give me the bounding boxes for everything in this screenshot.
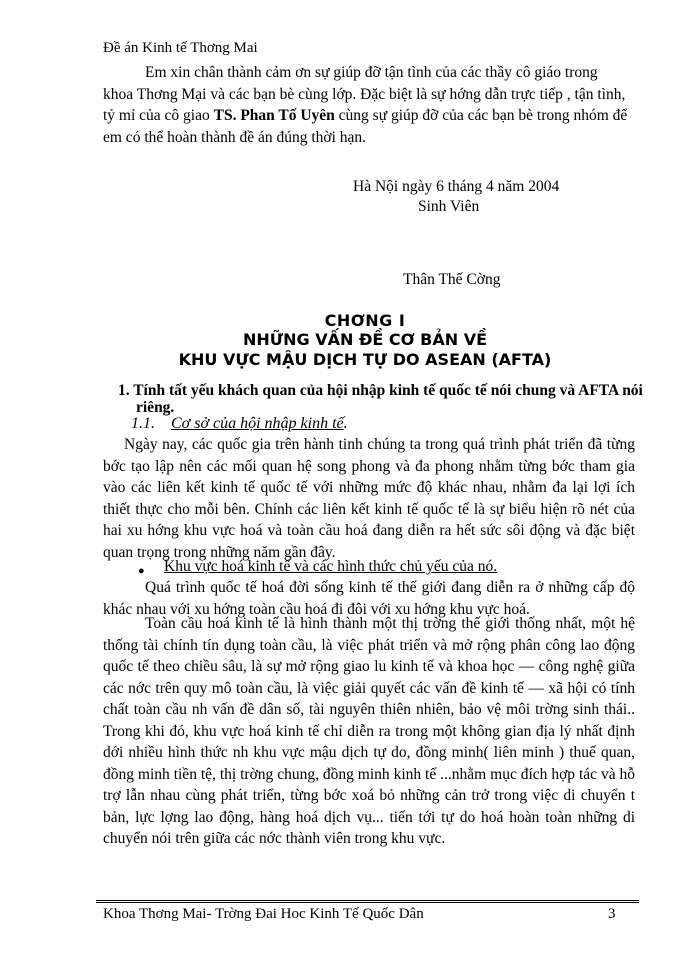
body-paragraph-2: Quá trình quốc tế hoá đời sống kinh tế thế giới đang diễn ra ở những cấp độ khác nhau với xu hớng toàn cầu hoá đi đôi với xu hớng khu vực hoá.: [103, 579, 635, 618]
acknowledgement-text-end: cùng sự giúp đỡ của các bạn bè trong nhóm để em có thể hoàn thành đề án đúng thời hạn.: [103, 107, 628, 146]
signature-role: Sinh Viên: [418, 198, 480, 215]
page-header: Đề án Kinh tế Thơng Mai: [103, 40, 258, 56]
section-1-1-number: 1.1.: [131, 415, 155, 432]
signature-name: Thân Thế Cờng: [403, 271, 501, 288]
section-1-heading: 1. Tính tất yếu khách quan của hội nhập kinh tế quốc tế nói chung và AFTA nói riêng.: [118, 382, 643, 416]
section-1-1-heading: [131, 415, 348, 433]
body-paragraph-1: Ngày nay, các quốc gia trên hành tinh chúng ta trong quá trình phát triển đã từng bớc tạo lập nên các mối quan hệ song phong và đa phong nhằm từng bớc tham gia vào các liên kết kinh tế quốc tế với những mức độ khác nhau, nhằm đa lại lợi ích thiết thực cho mỗi bên. Chính các liên kết kinh tế quốc tế là sự biểu hiện rõ nét của hai xu hớng khu vực hoá và toàn cầu hoá đang diễn ra hết sức sôi động và đặc biệt quan trọng trong những năm gần đây.: [103, 436, 635, 561]
body-paragraph-3: Toàn cầu hoá kinh tế là hình thành một thị trờng thế giới thống nhất, một hệ thống tài chính tín dụng toàn cầu, là việc phát triển và mở rộng phân công lao động quốc tế theo chiều sâu, là sự mở rộng giao lu kinh tế và khoa học — công nghệ giữa các nớc trên quy mô toàn cầu, là việc giải quyết các vấn đề kinh tế — xã hội có tính chất toàn cầu nh vấn đề dân số, tài nguyên thiên nhiên, bảo vệ môi trờng sinh thái.. Trong khi đó, khu vực hoá kinh tế chỉ diễn ra trong một không gian địa lý nhất định dới nhiều hình thức nh khu vực mậu dịch tự do, đồng minh( liên minh ) thuế quan, đồng minh tiền tệ, thị trờng chung, đồng minh kinh tế ...nhằm mục đích hợp tác và hỗ trợ lẫn nhau cùng phát triển, từng bớc xoá bỏ những cản trở trong việc di chuyển t bản, lực lợng lao động, hàng hoá dịch vụ... tiến tới tự do hoá hoàn toàn những di chuyển nói trên giữa các nớc thành viên trong khu vực.: [103, 615, 635, 847]
chapter-title-line-2: KHU VỰC MẬU DỊCH TỰ DO ASEAN (AFTA): [178, 350, 552, 369]
bullet-heading: Khu vực hoá kinh tế và các hình thức chủ yếu của nó.: [164, 558, 498, 575]
acknowledgement-text-start: Em xin chân thành cảm ơn sự giúp đỡ tận tình của các thầy cô giáo trong khoa Thơng Mại và các bạn bè cùng lớp. Đặc biệt là sự hớng dẫn trực tiếp , tận tình, tỷ mỉ của cô giao: [103, 64, 626, 124]
acknowledgement-paragraph: [103, 62, 631, 148]
chapter-title-line-1: NHỮNG VẤN ĐỀ CƠ BẢN VỀ: [242, 330, 487, 349]
page-number: 3: [608, 906, 616, 922]
chapter-number: CHƠNG I: [324, 311, 406, 330]
section-1-1-suffix: .: [343, 415, 348, 432]
signature-date: Hà Nội ngày 6 tháng 4 năm 2004: [353, 178, 560, 195]
bullet-icon: ●: [138, 565, 145, 577]
footer-institution: Khoa Thơng Mai- Trờng Đai Hoc Kinh Tế Quốc Dân: [103, 906, 424, 922]
footer-divider: [96, 900, 639, 903]
supervisor-name: TS. Phan Tố Uyên: [213, 107, 335, 124]
section-1-1-title: Cơ sở của hội nhập kinh tế: [171, 415, 344, 432]
